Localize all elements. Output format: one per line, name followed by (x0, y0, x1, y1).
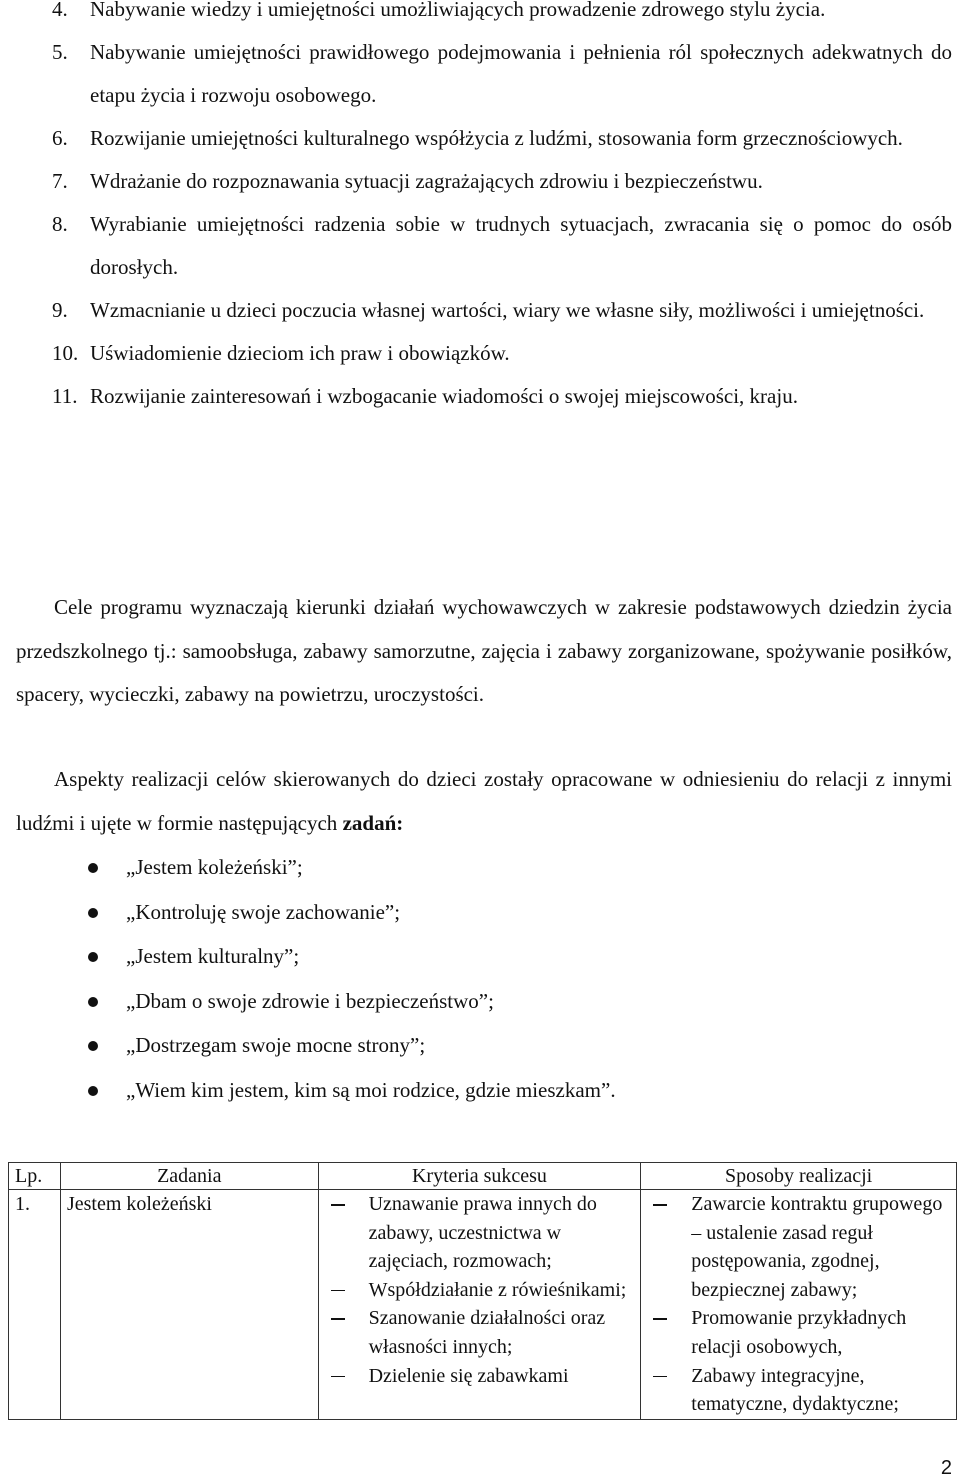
paragraph-text: Cele programu wyznaczają kierunki działań wychowawczych w zakresie podstawowych dziedzin życia przedszkolnego tj.: samoobsługa, zabawy samorzutne, zajęcia i zabawy zorganizowane, spożywanie posiłków, spacery, wycieczki, zabawy na powietrzu, uroczystości. (16, 595, 952, 706)
dash-icon (331, 1204, 345, 1206)
item-number: 10. (52, 341, 79, 365)
criteria-text: Współdziałanie z rówieśnikami; (368, 1278, 627, 1301)
dash-icon (331, 1376, 345, 1378)
item-number: 8. (52, 212, 68, 236)
tasks-bullet-list (88, 845, 888, 1113)
item-text: Wdrażanie do rozpoznawania sytuacji zagrażających zdrowiu i bezpieczeństwu. (90, 169, 763, 193)
list-item (325, 1190, 635, 1276)
item-number: 5. (52, 40, 68, 64)
list-item (325, 1362, 635, 1391)
item-text: Nabywanie umiejętności prawidłowego podejmowania i pełnienia ról społecznych adekwatnych do etapu życia i rozwoju osobowego. (90, 40, 952, 107)
list-item (647, 1362, 950, 1419)
bullet-icon (88, 1086, 98, 1096)
header-lp: Lp. (9, 1163, 61, 1190)
header-methods: Sposoby realizacji (641, 1163, 957, 1190)
header-tasks: Zadania (60, 1163, 318, 1190)
list-item (647, 1190, 950, 1304)
methods-list (647, 1190, 950, 1419)
list-item (88, 934, 888, 979)
item-number: 4. (52, 0, 68, 21)
bullet-text: „Jestem kulturalny”; (126, 944, 300, 969)
dash-icon (653, 1204, 667, 1206)
bullet-icon (88, 997, 98, 1007)
bullet-text: „Dostrzegam swoje mocne strony”; (126, 1033, 426, 1058)
list-item (52, 31, 952, 117)
tasks-table (8, 1162, 957, 1420)
cell-lp: 1. (9, 1190, 61, 1420)
table-header-row (9, 1163, 957, 1190)
dash-icon (331, 1290, 345, 1292)
bullet-text: „Kontroluję swoje zachowanie”; (126, 899, 401, 924)
item-number: 11. (52, 384, 78, 408)
list-item (52, 332, 952, 375)
cell-methods (641, 1190, 957, 1420)
list-item (88, 890, 888, 935)
aspects-paragraph (16, 758, 952, 845)
list-item (325, 1304, 635, 1361)
list-item (52, 0, 952, 31)
item-number: 7. (52, 169, 68, 193)
list-item (88, 845, 888, 890)
item-text: Wyrabianie umiejętności radzenia sobie w trudnych sytuacjach, zwracania się o pomoc do osób dorosłych. (90, 212, 952, 279)
method-text: Promowanie przykładnych relacji osobowych, (691, 1307, 907, 1358)
page-number: 2 (940, 1457, 952, 1479)
dash-icon (653, 1318, 667, 1320)
list-item (52, 203, 952, 289)
cell-task: Jestem koleżeński (60, 1190, 318, 1420)
paragraph-bold-text: zadań: (342, 810, 404, 835)
item-text: Wzmacnianie u dzieci poczucia własnej wartości, wiary we własne siły, możliwości i umiejętności. (90, 298, 925, 322)
bullet-icon (88, 908, 98, 918)
item-number: 6. (52, 126, 68, 150)
list-item (52, 160, 952, 203)
bullet-text: „Wiem kim jestem, kim są moi rodzice, gdzie mieszkam”. (126, 1077, 616, 1102)
list-item (52, 375, 952, 418)
bullet-text: „Jestem koleżeński”; (126, 855, 303, 879)
cell-criteria (318, 1190, 641, 1420)
criteria-text: Uznawanie prawa innych do zabawy, uczestnictwa w zajęciach, rozmowach; (368, 1193, 597, 1273)
table-row (9, 1190, 957, 1420)
list-item (88, 1068, 888, 1113)
list-item (88, 1023, 888, 1068)
goals-numbered-list (52, 0, 952, 418)
criteria-list (325, 1190, 635, 1390)
list-item (325, 1276, 635, 1305)
list-item (88, 979, 888, 1024)
criteria-text: Dzielenie się zabawkami (368, 1364, 569, 1387)
method-text: Zabawy integracyjne, tematyczne, dydaktyczne; (691, 1364, 899, 1416)
criteria-text: Szanowanie działalności oraz własności innych; (368, 1307, 606, 1358)
item-text: Uświadomienie dzieciom ich praw i obowiązków. (90, 341, 510, 365)
dash-icon (653, 1376, 667, 1378)
dash-icon (331, 1318, 345, 1320)
list-item (52, 289, 952, 332)
method-text: Zawarcie kontraktu grupowego – ustalenie zasad reguł postępowania, zgodnej, bezpiecznej zabawy; (691, 1193, 943, 1301)
item-text: Rozwijanie umiejętności kulturalnego współżycia z ludźmi, stosowania form grzecznościowych. (90, 126, 903, 150)
bullet-icon (88, 863, 98, 873)
item-text: Nabywanie wiedzy i umiejętności umożliwiających prowadzenie zdrowego stylu życia. (90, 0, 826, 21)
bullet-icon (88, 1041, 98, 1051)
header-criteria: Kryteria sukcesu (318, 1163, 641, 1190)
paragraph-text: Aspekty realizacji celów skierowanych do dzieci zostały opracowane w odniesieniu do relacji z innymi ludźmi i ujęte w formie następujących (16, 767, 952, 835)
list-item (52, 117, 952, 160)
program-goals-paragraph (16, 586, 952, 717)
item-number: 9. (52, 298, 68, 322)
list-item (647, 1304, 950, 1361)
item-text: Rozwijanie zainteresowań i wzbogacanie wiadomości o swojej miejscowości, kraju. (90, 384, 798, 408)
bullet-text: „Dbam o swoje zdrowie i bezpieczeństwo”; (126, 988, 494, 1013)
bullet-icon (88, 952, 98, 962)
